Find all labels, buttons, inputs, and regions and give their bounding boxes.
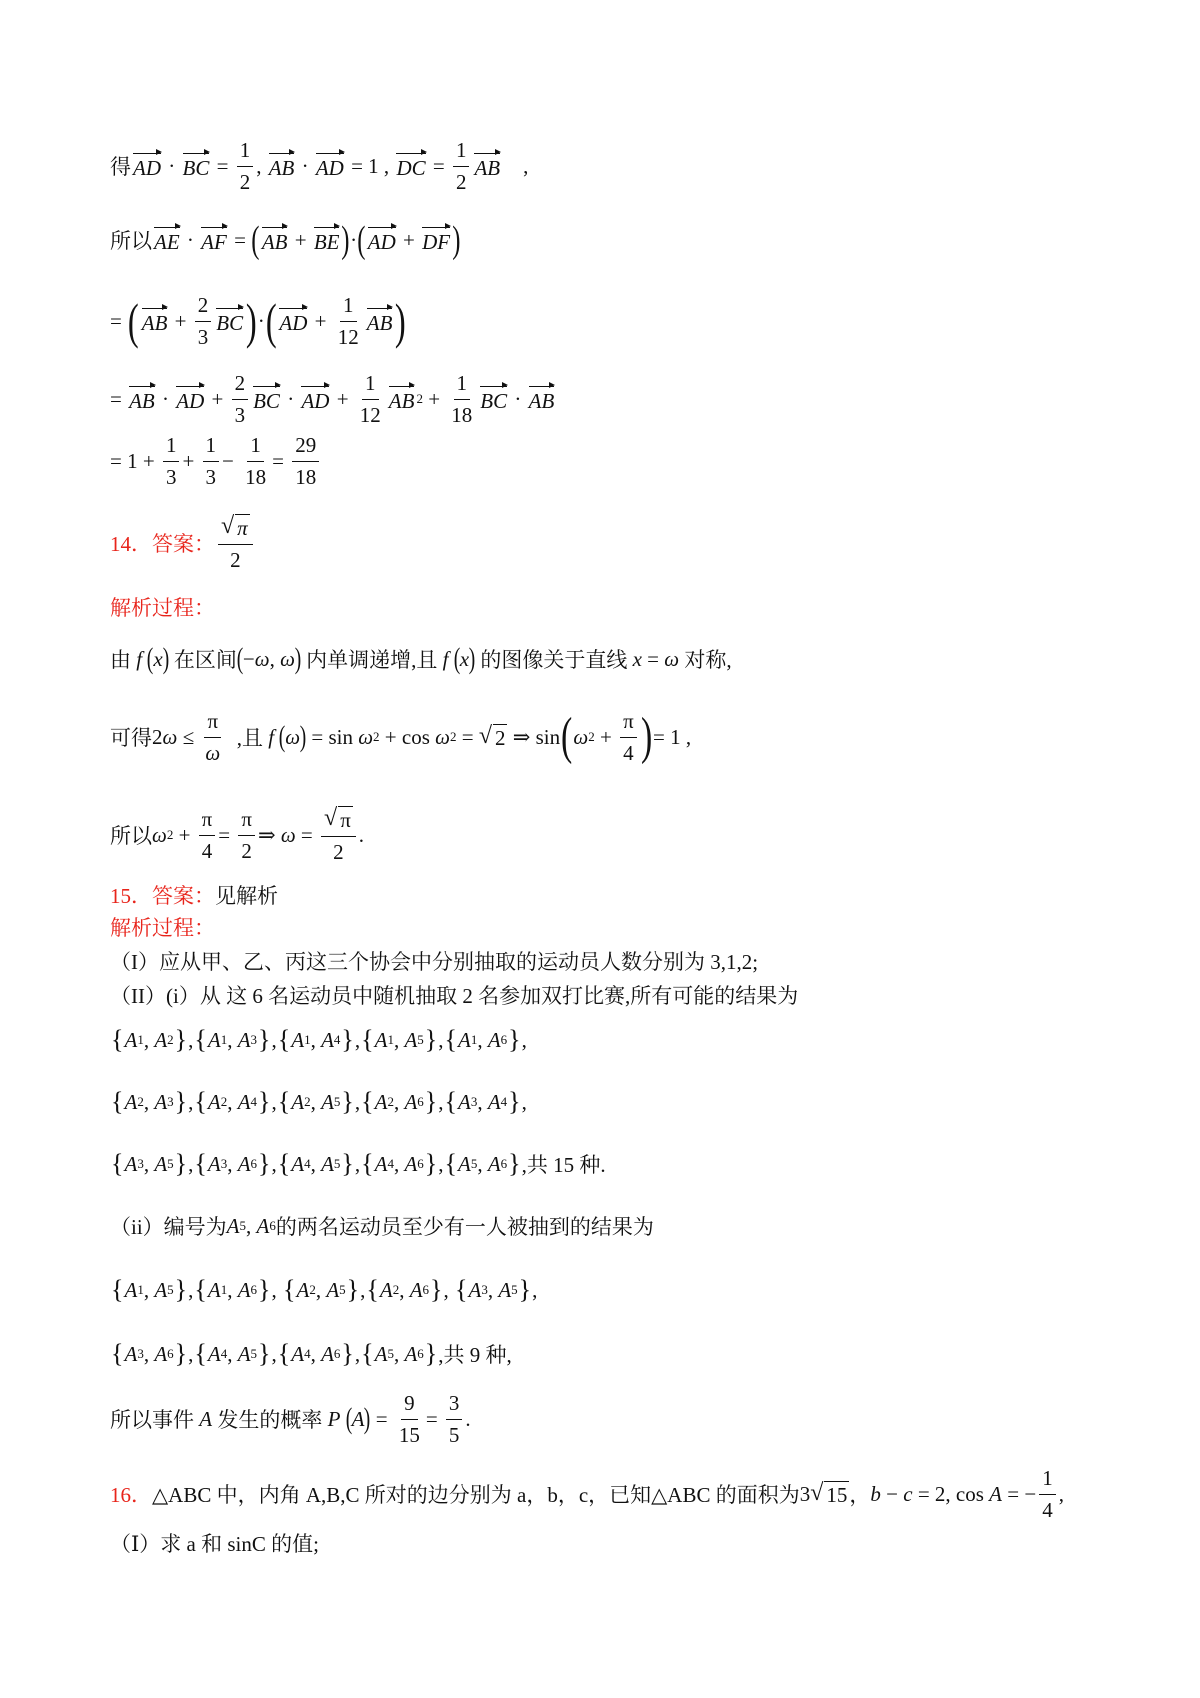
q14-line-2: 可得 2 ω ≤ $\frac{\pi}{\omega}$ ,且 f ( ω ) = sin ω 2 + cos ω 2 = √ 2 ⇒ sin ( ω 2 + $\frac{\pi}{4}$ ) = 1 , — [110, 708, 692, 765]
equation-line-4: = AB · AD + $\frac{2}{3}$ BC · AD + $\frac{1}{12}$ AB 2 + $\frac{1}{18}$ BC · AB — [110, 371, 555, 427]
q14-line-1: 由 f ( x ) 在区间 ( − ω , ω ) 内单调递增,且 f ( x ) 的图像关于直线 x = ω 对称, — [110, 642, 732, 675]
q15-outcomes-row-3: { A 3 , A 5 } , { A 3 , A 6 } , { A 4 , A 5 } , { A 4 , A 6 } , { A 5 , A 6 } ,共 15 种. — [111, 1149, 606, 1178]
q14-analysis-heading: 解析过程： — [110, 596, 215, 620]
q15-answer: 见解析 — [215, 884, 278, 908]
q15-part-1: （I）应从甲、乙、丙这三个协会中分别抽取的运动员人数分别为 3,1,2; — [110, 950, 759, 974]
q15-analysis-heading: 解析过程： — [110, 916, 215, 940]
q15-outcomes-row-4: { A 1 , A 5 } , { A 1 , A 6 } , { A 2 , A 5 } , { A 2 , A 6 } , { A 3 , A 5 } , — [111, 1275, 538, 1304]
equation-line-1: 得 AD · BC = $\frac{1}{2}$ , AB · AD = 1 , DC = $\frac{1}{2}$ AB , — [110, 138, 529, 194]
q15-outcomes-row-1: { A 1 , A 2 } , { A 1 , A 3 } , { A 1 , A 4 } , { A 1 , A 5 } , { A 1 , A 6 } , — [111, 1025, 527, 1054]
q16-part-1: （Ⅰ）求 a 和 sinC 的值; — [110, 1532, 319, 1556]
q16-label: 16． — [110, 1483, 152, 1507]
q15-label: 15．答案： — [110, 884, 215, 908]
equation-line-5: = 1 + $\frac{1}{3}$ + $\frac{1}{3}$ − $\frac{1}{18}$ = $\frac{29}{18}$ — [110, 432, 322, 490]
q14-label: 14．答案： — [110, 532, 215, 556]
q15-outcomes-row-2: { A 2 , A 3 } , { A 2 , A 4 } , { A 2 , A 5 } , { A 2 , A 6 } , { A 3 , A 4 } , — [111, 1087, 527, 1116]
q15-part-2: （II）(i）从 这 6 名运动员中随机抽取 2 名参加双打比赛,所有可能的结果为 — [110, 984, 799, 1008]
q15-outcomes-row-5: { A 3 , A 6 } , { A 4 , A 5 } , { A 4 , A 6 } , { A 5 , A 6 } ,共 9 种, — [111, 1339, 512, 1368]
q14-line-3: 所以 ω 2 + $\frac{\pi}{4}$ = $\frac{\pi}{2}$ ⇒ ω = √ π 2 . — [110, 805, 365, 864]
q15-answer-line — [110, 880, 278, 910]
q15-part-ii: （ii）编号为 A 5 , A 6 的两名运动员至少有一人被抽到的结果为 — [110, 1213, 654, 1239]
q16-line: 16． △ABC 中，内角 A,B,C 所对的边分别为 a，b，c，已知△ABC 的面积为 3 √ 15 ， b − c = 2, cos A = − $\frac{1}{4}$ , — [110, 1466, 1064, 1522]
equation-line-3: = ( AB + $\frac{2}{3}$ BC ) · ( AD + $\frac{1}{12}$ AB ) — [110, 293, 407, 349]
equation-line-2: 所以 AE · AF = ( AB + BE ) · ( AD + DF ) — [110, 219, 461, 261]
q14-answer-line: 14．答案： √ π 2 — [110, 510, 256, 576]
q15-probability-line: 所以事件 A 发生的概率 P ( A ) = $\frac{9}{15}$ = $\frac{3}{5}$ . — [110, 1391, 471, 1447]
